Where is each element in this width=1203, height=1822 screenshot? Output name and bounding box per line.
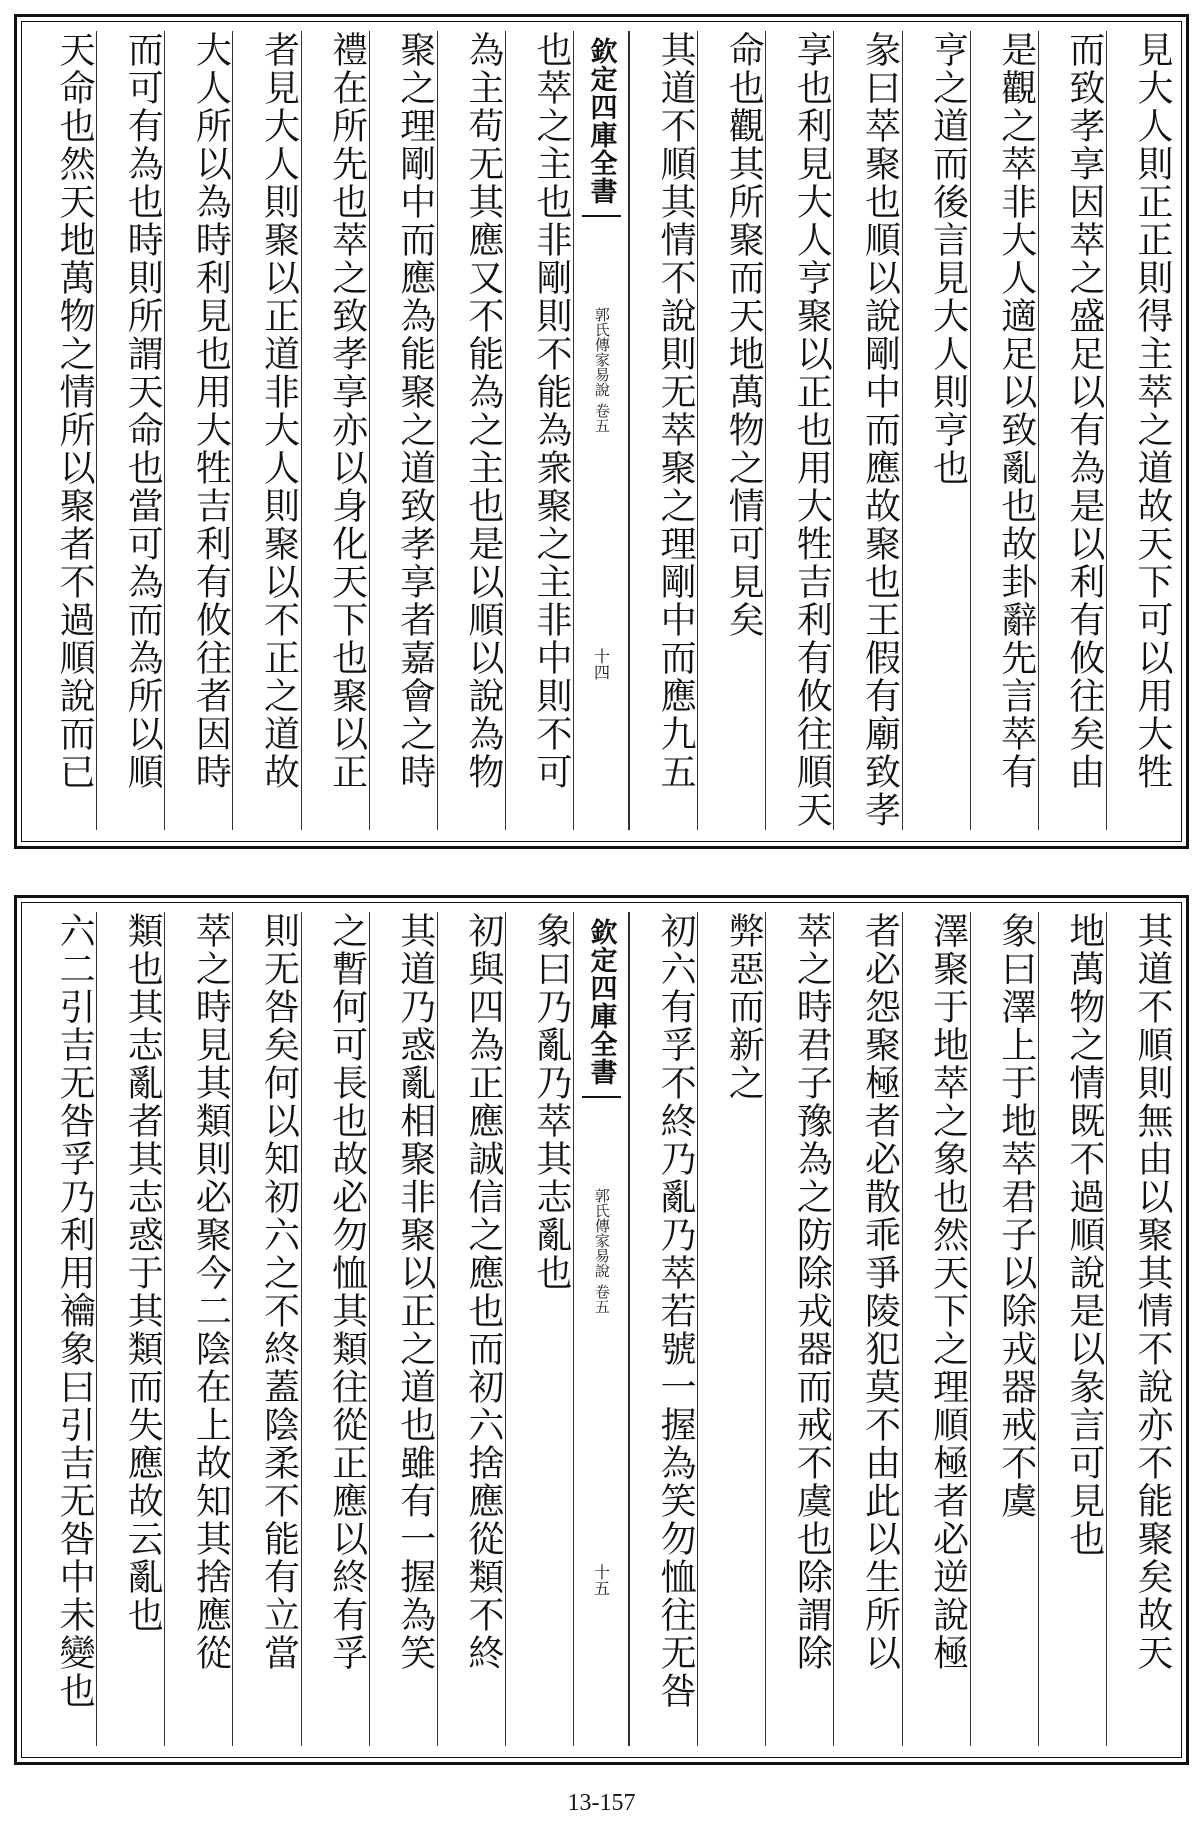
text-column: 而致孝享因萃之盛足以有為是以利有攸往矣由 xyxy=(1038,31,1106,830)
banner-title: 欽定四庫全書 xyxy=(582,912,621,1098)
page-number: 13-157 xyxy=(567,1790,636,1816)
text-column: 者見大人則聚以正道非大人則聚以不正之道故 xyxy=(232,31,300,830)
text-column: 其道不順其情不說則无萃聚之理剛中而應九五 xyxy=(629,31,697,830)
banner-leaf-number: 十五 xyxy=(591,1564,611,1596)
text-column: 享也利見大人亨聚以正也用大牲吉利有攸往順天 xyxy=(765,31,833,830)
banner-book-title: 郭氏傳家易說 xyxy=(592,307,611,397)
banner-title: 欽定四庫全書 xyxy=(582,31,621,217)
upper-page xyxy=(14,14,1189,849)
banner-volume: 卷五 xyxy=(592,403,611,433)
banner-leaf-number: 十四 xyxy=(591,648,611,680)
text-column: 大人所以為時利見也用大牲吉利有攸往者因時 xyxy=(164,31,232,830)
text-column: 而可有為也時則所謂天命也當可為而為所以順 xyxy=(96,31,164,830)
text-column: 澤聚于地萃之象也然天下之理順極者必逆說極 xyxy=(902,912,970,1746)
center-banner xyxy=(573,31,629,830)
text-column: 六二引吉无咎孚乃利用禴象曰引吉无咎中未變也 xyxy=(54,912,96,1710)
text-column: 也萃之主也非剛則不能為衆聚之主非中則不可 xyxy=(505,31,573,830)
center-banner xyxy=(573,912,629,1746)
text-column: 類也其志亂者其志惑于其類而失應故云亂也 xyxy=(96,912,164,1746)
lower-text-columns xyxy=(29,912,1174,1746)
upper-text-columns xyxy=(29,31,1174,830)
text-column: 弊惡而新之 xyxy=(697,912,765,1746)
text-column: 聚之理剛中而應為能聚之道致孝享者嘉會之時 xyxy=(369,31,437,830)
banner-volume: 卷五 xyxy=(592,1284,611,1314)
text-column: 亨之道而後言見大人則亨也 xyxy=(902,31,970,830)
text-column: 其道乃惑亂相聚非聚以正之道也雖有一握為笑 xyxy=(369,912,437,1746)
text-column: 者必怨聚極者必散乖爭陵犯莫不由此以生所以 xyxy=(833,912,901,1746)
text-column: 象曰澤上于地萃君子以除戎器戒不虞 xyxy=(970,912,1038,1746)
text-column: 地萬物之情既不過順說是以彖言可見也 xyxy=(1038,912,1106,1746)
text-column: 萃之時君子豫為之防除戎器而戒不虞也除謂除 xyxy=(765,912,833,1746)
text-column: 命也觀其所聚而天地萬物之情可見矣 xyxy=(697,31,765,830)
lower-page xyxy=(14,895,1189,1765)
text-column: 禮在所先也萃之致孝享亦以身化天下也聚以正 xyxy=(301,31,369,830)
text-column: 初與四為正應誠信之應也而初六捨應從類不終 xyxy=(437,912,505,1746)
text-column: 象曰乃亂乃萃其志亂也 xyxy=(505,912,573,1746)
banner-book-title: 郭氏傳家易說 xyxy=(592,1188,611,1278)
text-column: 之暫何可長也故必勿恤其類往從正應以終有孚 xyxy=(301,912,369,1746)
text-column: 其道不順則無由以聚其情不說亦不能聚矣故天 xyxy=(1106,912,1174,1746)
text-column: 是觀之萃非大人適足以致亂也故卦辭先言萃有 xyxy=(970,31,1038,830)
text-column: 為主苟无其應又不能為之主也是以順以說為物 xyxy=(437,31,505,830)
text-column: 初六有孚不終乃亂乃萃若號一握為笑勿恤往无咎 xyxy=(629,912,697,1746)
text-column: 則无咎矣何以知初六之不終蓋陰柔不能有立當 xyxy=(232,912,300,1746)
text-column: 萃之時見其類則必聚今二陰在上故知其捨應從 xyxy=(164,912,232,1746)
text-column: 見大人則正正則得主萃之道故天下可以用大牲 xyxy=(1106,31,1174,830)
text-column: 天命也然天地萬物之情所以聚者不過順說而已 xyxy=(54,31,96,791)
text-column: 彖曰萃聚也順以說剛中而應故聚也王假有廟致孝 xyxy=(833,31,901,830)
